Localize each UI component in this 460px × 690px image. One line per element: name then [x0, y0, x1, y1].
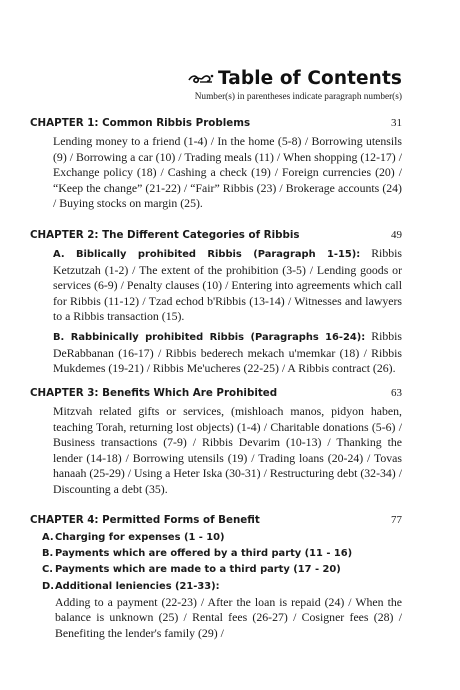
chapter-4-page-number: 77: [391, 514, 402, 526]
list-item: A.Charging for expenses (1 - 10): [42, 532, 225, 543]
chapter-2-section-a: [53, 246, 402, 325]
chapter-4-sections: [42, 530, 402, 642]
toc-subtitle: Number(s) in parentheses indicate paragraph number(s): [194, 92, 402, 102]
chapter-3-page-number: 63: [391, 387, 402, 399]
chapter-2-page-number: 49: [391, 229, 402, 241]
chapter-1-page-number: 31: [391, 117, 402, 129]
list-item: C. Payments which are made to a third party (17 - 20): [42, 564, 341, 576]
page-title: [188, 68, 402, 90]
ornament-icon: [188, 72, 214, 85]
chapter-4: [30, 513, 402, 642]
chapter-1-topics: Lending money to a friend (1-4) / In the home (5-8) / Borrowing utensils (9) / Borrowing a car (10) / Trading meals (11) / When shopping (12-17) / Exchange policy (18) / Cashing a check (19) / Foreign currencies (20) / “Keep the change” (21-22) / “Fair” Ribbis (23) / Brokerage accounts (24) / Buying stocks on margin (25).: [53, 134, 402, 211]
list-item: D.Additional leniencies (21-33):: [42, 580, 220, 592]
section-a-topics: Ribbis Ketzutzah (1-2) / The extent of the prohibition (3-5) / Lending goods or services (6-9) / Penalty clauses (10) / Entering into agreements which call for Ribbis (11-12) / Tzad echod b'Ribbis (13-14) / Witnesses and lawyers to a Ribbis transaction (15).: [53, 246, 402, 324]
section-d-topics: Adding to a payment (22-23) / After the loan is repaid (24) / When the balance is unknown (25) / Rental fees (26-27) / Cosigner fees (28) / Benefiting the lender's family (29) /: [55, 594, 402, 640]
chapter-4-title[interactable]: CHAPTER 4: Permitted Forms of Benefit: [30, 514, 260, 526]
chapter-2: [30, 228, 402, 377]
list-item: B. Payments which are offered by a third party (11 - 16): [42, 548, 353, 560]
section-b-heading: B. Rabbinically prohibited Ribbis (Paragraphs 16-24):: [53, 331, 366, 343]
section-a-heading: A. Biblically prohibited Ribbis (Paragraph 1-15):: [53, 249, 361, 260]
chapter-2-title[interactable]: CHAPTER 2: The Different Categories of Ribbis: [30, 229, 300, 241]
toc-title-text: Table of Contents: [217, 68, 402, 89]
chapter-3: [30, 386, 402, 498]
chapter-1: [30, 116, 402, 212]
toc-header: [188, 68, 402, 102]
chapter-3-topics: Mitzvah related gifts or services, (mishloach manos, pidyon haben, teaching Torah, returning lost objects) (1-4) / Charitable donations (5-6) / Business transactions (7-9) / Ribbis Devarim (10-13) / Thanking the lender (14-18) / Borrowing utensils (19) / Trading loans (20-24) / Tovas hanaah (25-29) / Using a Heter Iska (30-31) / Restructuring debt (32-34) / Discounting a debt (35).: [53, 404, 402, 496]
chapter-2-section-b: [53, 329, 402, 377]
chapter-1-title[interactable]: CHAPTER 1: Common Ribbis Problems: [30, 117, 251, 129]
section-b-topics: Ribbis DeRabbanan (16-17) / Ribbis bederech mekach u'memkar (18) / Ribbis Mukdemes (19-21) / Ribbis Me'ucheres (22-25) / A Ribbis contract (26).: [53, 328, 403, 376]
chapter-3-title[interactable]: CHAPTER 3: Benefits Which Are Prohibited: [30, 387, 278, 399]
